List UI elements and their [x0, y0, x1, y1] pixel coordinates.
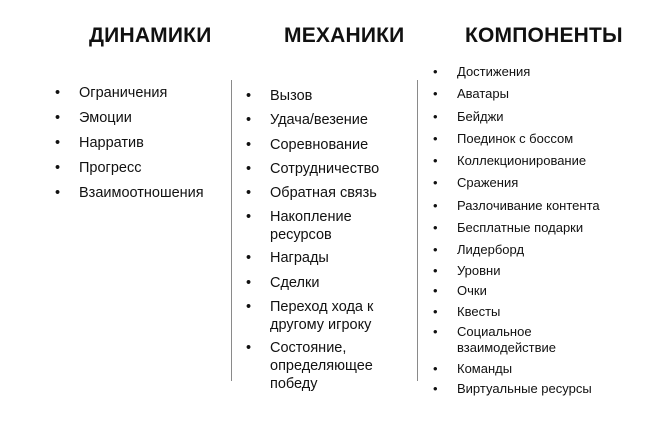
list-item: • Команды — [433, 361, 643, 377]
list-item: • Накопление ресурсов — [246, 208, 385, 244]
list-item: • Вызов — [246, 87, 416, 105]
heading-mechanics: МЕХАНИКИ — [284, 24, 405, 47]
list-item: • Бейджи — [433, 109, 643, 125]
list-item: • Уровни — [433, 263, 643, 279]
list-item: • Достижения — [433, 64, 643, 80]
list-item: • Награды — [246, 249, 416, 267]
list-item: • Состояние, определяющее победу — [246, 339, 395, 393]
list-item: • Лидерборд — [433, 242, 643, 258]
heading-components: КОМПОНЕНТЫ — [465, 24, 623, 47]
divider-right — [417, 80, 418, 381]
list-item: • Соревнование — [246, 136, 416, 154]
list-item: • Квесты — [433, 304, 643, 320]
list-item: • Разлочивание контента — [433, 198, 643, 214]
list-item: • Нарратив — [55, 134, 230, 152]
list-item: • Взаимоотношения — [55, 184, 230, 202]
divider-left — [231, 80, 232, 381]
list-item: • Сотрудничество — [246, 160, 416, 178]
list-item: • Сражения — [433, 175, 643, 191]
components-list — [433, 64, 643, 402]
dynamics-list — [55, 84, 230, 209]
list-item: • Аватары — [433, 86, 643, 102]
list-item: • Эмоции — [55, 109, 230, 127]
list-item: • Поединок с боссом — [433, 131, 643, 147]
list-item: • Обратная связь — [246, 184, 416, 202]
list-item: • Переход хода к другому игроку — [246, 298, 415, 334]
mechanics-list — [246, 87, 416, 398]
list-item: • Коллекционирование — [433, 153, 643, 169]
list-item: • Ограничения — [55, 84, 230, 102]
list-item: • Сделки — [246, 274, 416, 292]
list-item: • Очки — [433, 283, 643, 299]
heading-dynamics: ДИНАМИКИ — [89, 24, 212, 47]
list-item: • Удача/везение — [246, 111, 416, 129]
list-item: • Виртуальные ресурсы — [433, 381, 643, 397]
list-item: • Прогресс — [55, 159, 230, 177]
list-item: • Бесплатные подарки — [433, 220, 643, 236]
list-item: • Социальное взаимодействие — [433, 324, 577, 356]
